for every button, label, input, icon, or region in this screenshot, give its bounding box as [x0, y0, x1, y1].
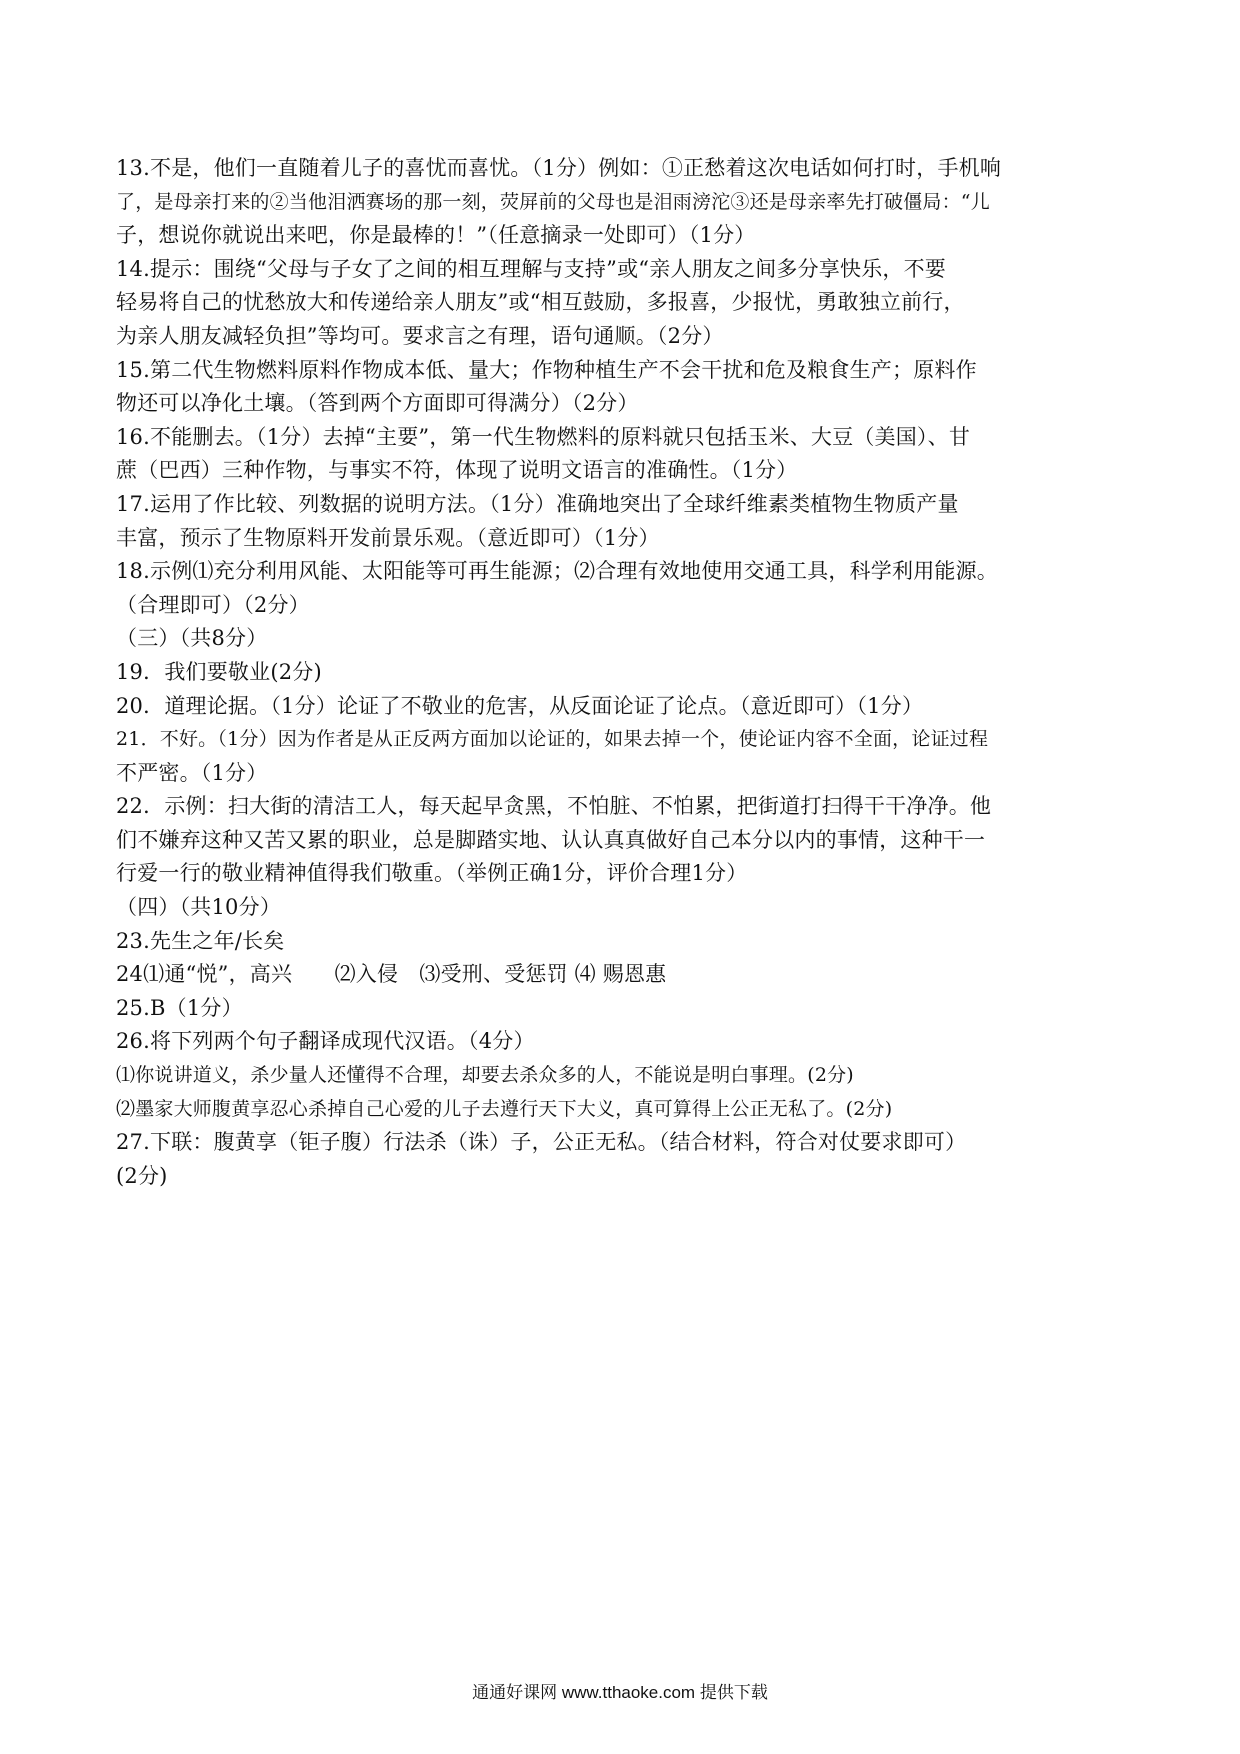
- answer-line: （三）（共8分）: [116, 626, 268, 651]
- answer-line: 为亲人朋友减轻负担”等均可。要求言之有理，语句通顺。（2分）: [116, 323, 724, 348]
- answer-line: 子，想说你就说出来吧，你是最棒的！”（任意摘录一处即可）（1分）: [116, 223, 756, 248]
- answer-line: 丰富，预示了生物原料开发前景乐观。（意近即可）（1分）: [116, 525, 660, 550]
- answer-line: 轻易将自己的忧愁放大和传递给亲人朋友”或“相互鼓励，多报喜，少报忧，勇敢独立前行，: [116, 290, 965, 315]
- answer-line: 13.不是，他们一直随着儿子的喜忧而喜忧。（1分）例如：①正愁着这次电话如何打时，手机响: [116, 156, 1002, 180]
- answer-line: ⑴你说讲道义，杀少量人还懂得不合理，却要去杀众多的人，不能说是明白事理。(2分): [116, 1064, 854, 1087]
- answer-line: 27.下联：腹黄享（钜子腹）行法杀（诛）子，公正无私。（结合材料，符合对仗要求即可）: [116, 1130, 967, 1155]
- answer-line: 24⑴通“悦”，高兴 ⑵入侵 ⑶受刑、受惩罚 ⑷ 赐恩惠: [116, 962, 667, 987]
- answer-line: 14.提示：围绕“父母与子女了之间的相互理解与支持”或“亲人朋友之间多分享快乐，不要: [116, 256, 947, 281]
- answer-line: ⑵墨家大师腹黄享忍心杀掉自己心爱的儿子去遵行天下大义，真可算得上公正无私了。(2分): [116, 1097, 893, 1120]
- answer-line: 21．不好。（1分）因为作者是从正反两方面加以论证的，如果去掉一个，使论证内容不全面，论证过程: [116, 728, 989, 751]
- answer-line: 23.先生之年/长矣: [116, 928, 285, 953]
- answer-line: 26.将下列两个句子翻译成现代汉语。（4分）: [116, 1029, 535, 1054]
- answer-line: 蔗（巴西）三种作物，与事实不符，体现了说明文语言的准确性。（1分）: [116, 458, 798, 483]
- answer-line: 们不嫌弃这种又苦又累的职业，总是脚踏实地、认认真真做好自己本分以内的事情，这种干一: [116, 827, 986, 852]
- answer-line: （四）（共10分）: [116, 895, 282, 920]
- answer-line: 16.不能删去。（1分）去掉“主要”，第一代生物燃料的原料就只包括玉米、大豆（美国）、甘: [116, 424, 971, 449]
- answer-line: 15.第二代生物燃料原料作物成本低、量大；作物种植生产不会干扰和危及粮食生产；原料作: [116, 357, 977, 382]
- answer-line: 25.B（1分）: [116, 995, 243, 1020]
- answer-line: 20．道理论据。（1分）论证了不敬业的危害，从反面论证了论点。（意近即可）（1分）: [116, 693, 924, 718]
- answer-line: 22．示例：扫大街的清洁工人，每天起早贪黑，不怕脏、不怕累，把街道打扫得干干净净。他: [116, 794, 992, 819]
- answer-line: (2分): [116, 1163, 168, 1188]
- answer-line: 了，是母亲打来的②当他泪洒赛场的那一刻，荧屏前的父母也是泪雨滂沱③还是母亲率先打破僵局：“儿: [116, 190, 990, 213]
- answer-line: 18.示例⑴充分利用风能、太阳能等可再生能源；⑵合理有效地使用交通工具，科学利用能源。: [116, 559, 998, 584]
- answer-line: 不严密。（1分）: [116, 760, 268, 785]
- answer-line: （合理即可）（2分）: [116, 592, 310, 617]
- answer-line: 17.运用了作比较、列数据的说明方法。（1分）准确地突出了全球纤维素类植物生物质产量: [116, 491, 959, 516]
- answer-line: 物还可以净化土壤。（答到两个方面即可得满分）（2分）: [116, 391, 639, 416]
- answer-line: 19．我们要敬业(2分): [116, 659, 322, 684]
- answer-line: 行爱一行的敬业精神值得我们敬重。（举例正确1分，评价合理1分）: [116, 861, 748, 886]
- answer-key-body: [116, 152, 1126, 1193]
- download-source-footer: 通通好课网 www.tthaoke.com 提供下载: [472, 1683, 768, 1702]
